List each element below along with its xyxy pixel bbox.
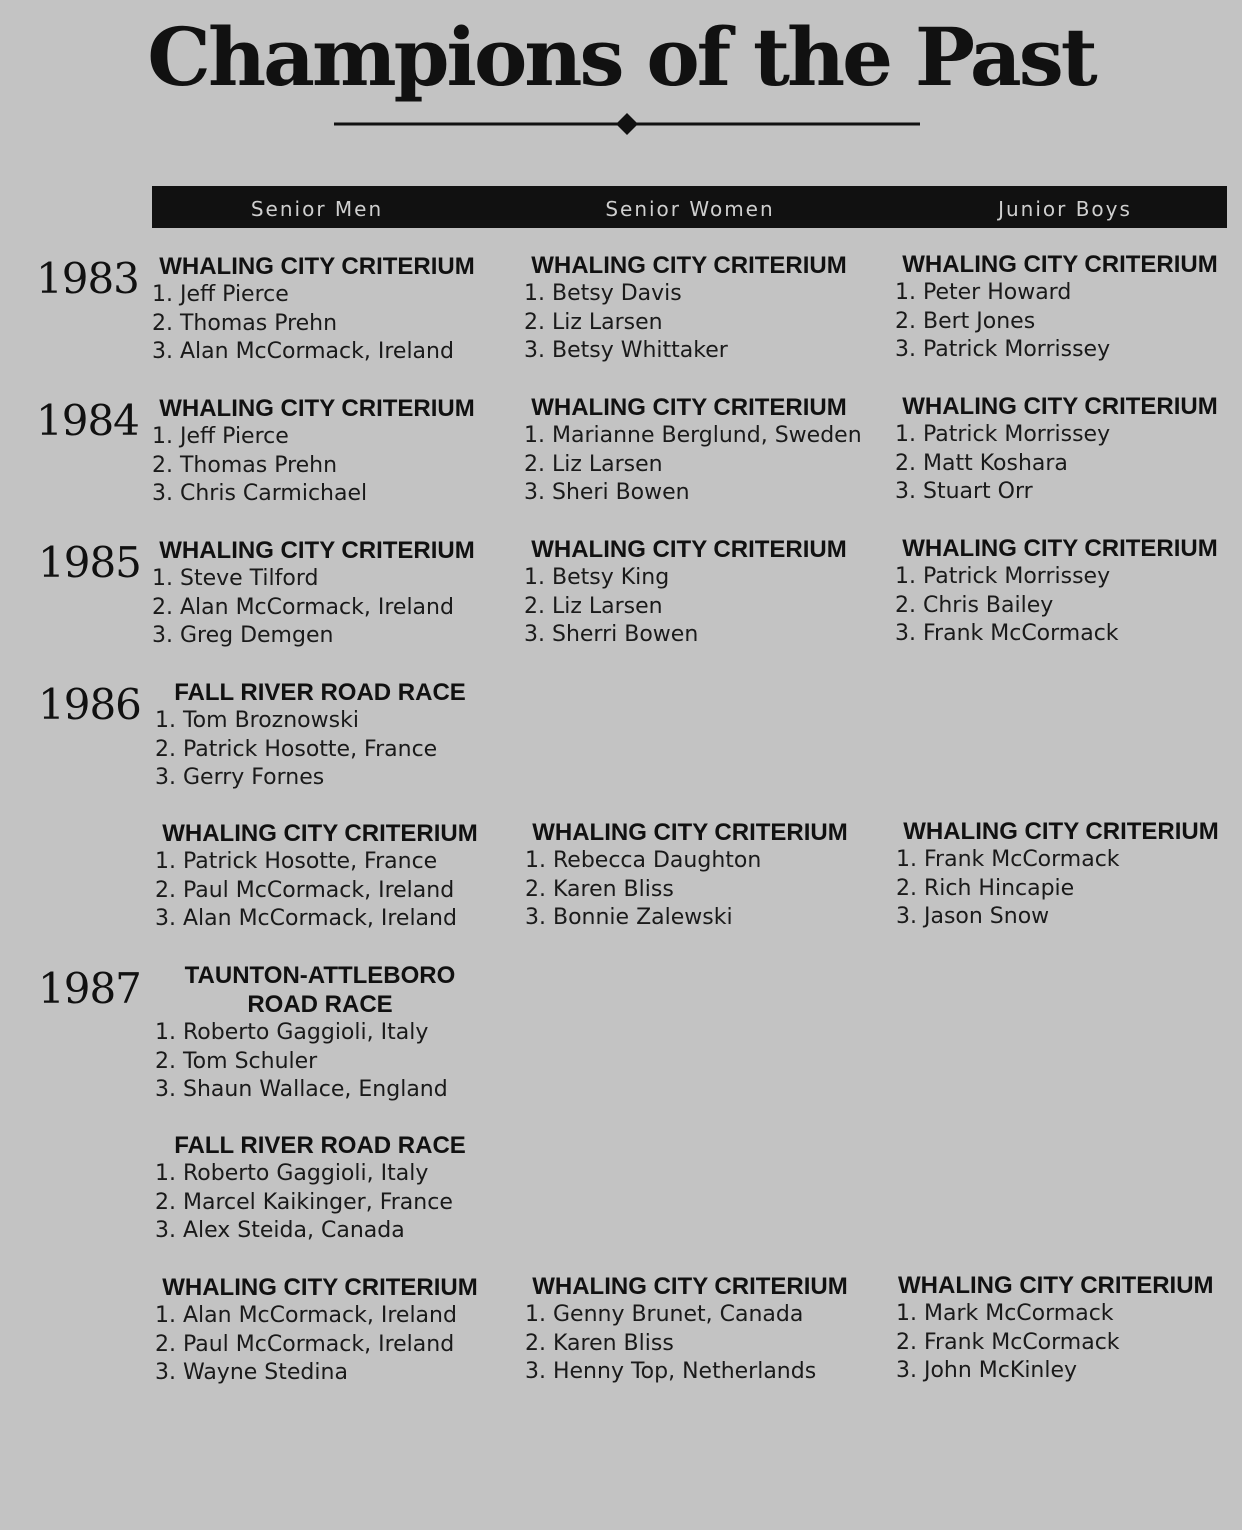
race-name: WHALING CITY CRITERIUM: [159, 395, 475, 422]
placing: 2. Frank McCormack: [896, 1329, 1120, 1355]
result-block-senior-women: [525, 1272, 865, 1387]
placing: 1. Roberto Gaggioli, Italy: [155, 1020, 429, 1045]
result-block-senior-men: [152, 252, 492, 367]
result-block-senior-men: [155, 678, 495, 793]
result-block-senior-men: [152, 394, 492, 509]
placing: 1. Alan McCormack, Ireland: [155, 1303, 457, 1328]
placing: 2. Karen Bliss: [525, 876, 674, 902]
result-block-senior-women: [524, 535, 864, 650]
placing: 2. Chris Bailey: [895, 592, 1054, 618]
placing: 1. Patrick Morrissey: [895, 422, 1111, 447]
placing: 2. Tom Schuler: [155, 1048, 318, 1074]
race-name: WHALING CITY CRITERIUM: [162, 820, 478, 847]
placing: 1. Marianne Berglund, Sweden: [524, 423, 862, 448]
column-header-bar: [152, 186, 1227, 228]
race-name-line: TAUNTON-ATTLEBORO: [184, 962, 456, 989]
placing: 3. Stuart Orr: [895, 479, 1033, 504]
placing: 3. Patrick Morrissey: [895, 337, 1111, 362]
race-name: WHALING CITY CRITERIUM: [531, 394, 847, 421]
race-name: WHALING CITY CRITERIUM: [902, 251, 1218, 278]
result-block-senior-men: [152, 536, 492, 651]
year-label: 1987: [38, 964, 141, 1013]
placing: 1. Roberto Gaggioli, Italy: [155, 1161, 429, 1186]
placing: 3. Wayne Stedina: [155, 1360, 348, 1385]
placing: 3. Gerry Fornes: [155, 765, 325, 790]
placing: 2. Karen Bliss: [525, 1330, 674, 1356]
result-block-junior-boys: [895, 392, 1235, 507]
placing: 1. Peter Howard: [895, 280, 1072, 305]
race-name: WHALING CITY CRITERIUM: [902, 535, 1218, 562]
placing: 3. Jason Snow: [896, 904, 1050, 929]
placing: 3. Shaun Wallace, England: [155, 1077, 448, 1102]
placing: 1. Rebecca Daughton: [525, 848, 762, 873]
placing: 1. Frank McCormack: [896, 847, 1120, 872]
year-label: 1986: [38, 680, 141, 729]
placing: 1. Patrick Hosotte, France: [155, 849, 438, 874]
placing: 3. Alan McCormack, Ireland: [155, 906, 457, 931]
placing: 3. Sherri Bowen: [524, 622, 699, 647]
placing: 3. Frank McCormack: [895, 621, 1119, 646]
placing: 2. Liz Larsen: [524, 451, 663, 477]
placing: 2. Thomas Prehn: [152, 452, 338, 478]
placing: 3. Bonnie Zalewski: [525, 905, 733, 930]
result-block-senior-women: [524, 251, 864, 366]
year-label: 1983: [36, 254, 139, 303]
placing: 3. Greg Demgen: [152, 623, 334, 648]
column-header-senior-men: Senior Men: [250, 197, 384, 221]
race-name: WHALING CITY CRITERIUM: [162, 1274, 478, 1301]
placing: 2. Rich Hincapie: [896, 875, 1075, 901]
placing: 2. Patrick Hosotte, France: [155, 736, 438, 762]
placing: 2. Thomas Prehn: [152, 310, 338, 336]
placing: 3. Henny Top, Netherlands: [525, 1359, 817, 1384]
placing: 2. Liz Larsen: [524, 593, 663, 619]
result-block-senior-women: [525, 818, 865, 933]
result-block-junior-boys: [896, 817, 1236, 932]
result-block-senior-men: [155, 961, 495, 1105]
year-label: 1985: [38, 538, 141, 587]
race-name: WHALING CITY CRITERIUM: [532, 819, 848, 846]
result-block-junior-boys: [895, 534, 1235, 649]
result-block-senior-men: [155, 819, 495, 934]
placing: 3. Betsy Whittaker: [524, 338, 728, 363]
placing: 1. Jeff Pierce: [152, 424, 289, 449]
placing: 3. Sheri Bowen: [524, 480, 690, 505]
placing: 2. Marcel Kaikinger, France: [155, 1189, 453, 1215]
placing: 1. Mark McCormack: [896, 1301, 1114, 1326]
placing: 3. Alan McCormack, Ireland: [152, 339, 454, 364]
placing: 1. Steve Tilford: [152, 566, 319, 591]
placing: 2. Paul McCormack, Ireland: [155, 1331, 455, 1357]
placing: 1. Genny Brunet, Canada: [525, 1302, 804, 1327]
result-block-senior-women: [524, 393, 864, 508]
placing: 1. Betsy King: [524, 565, 670, 590]
race-name: WHALING CITY CRITERIUM: [532, 1273, 848, 1300]
placing: 2. Matt Koshara: [895, 450, 1068, 476]
race-name: WHALING CITY CRITERIUM: [159, 537, 475, 564]
result-block-junior-boys: [896, 1271, 1236, 1386]
race-name: FALL RIVER ROAD RACE: [174, 1132, 466, 1159]
title-divider-ornament: [334, 112, 920, 136]
year-label: 1984: [36, 396, 139, 445]
race-name: WHALING CITY CRITERIUM: [531, 252, 847, 279]
result-block-junior-boys: [895, 250, 1235, 365]
placing: 3. Alex Steida, Canada: [155, 1218, 405, 1243]
race-name: WHALING CITY CRITERIUM: [531, 536, 847, 563]
result-block-senior-men: [155, 1273, 495, 1388]
race-name: WHALING CITY CRITERIUM: [903, 818, 1219, 845]
page-title: Champions of the Past: [147, 10, 1095, 104]
race-name: WHALING CITY CRITERIUM: [159, 253, 475, 280]
placing: 1. Tom Broznowski: [155, 708, 359, 733]
placing: 2. Alan McCormack, Ireland: [152, 594, 454, 620]
placing: 1. Jeff Pierce: [152, 282, 289, 307]
placing: 2. Paul McCormack, Ireland: [155, 877, 455, 903]
placing: 3. John McKinley: [896, 1358, 1078, 1383]
placing: 1. Betsy Davis: [524, 281, 682, 306]
placing: 1. Patrick Morrissey: [895, 564, 1111, 589]
result-block-senior-men: [155, 1131, 495, 1246]
column-header-junior-boys: Junior Boys: [998, 197, 1132, 221]
race-name: FALL RIVER ROAD RACE: [174, 679, 466, 706]
race-name: WHALING CITY CRITERIUM: [902, 393, 1218, 420]
placing: 2. Liz Larsen: [524, 309, 663, 335]
race-name: WHALING CITY CRITERIUM: [898, 1272, 1214, 1299]
column-header-senior-women: Senior Women: [605, 197, 775, 221]
placing: 3. Chris Carmichael: [152, 481, 368, 506]
race-name-line: ROAD RACE: [247, 991, 393, 1018]
placing: 2. Bert Jones: [895, 308, 1036, 334]
